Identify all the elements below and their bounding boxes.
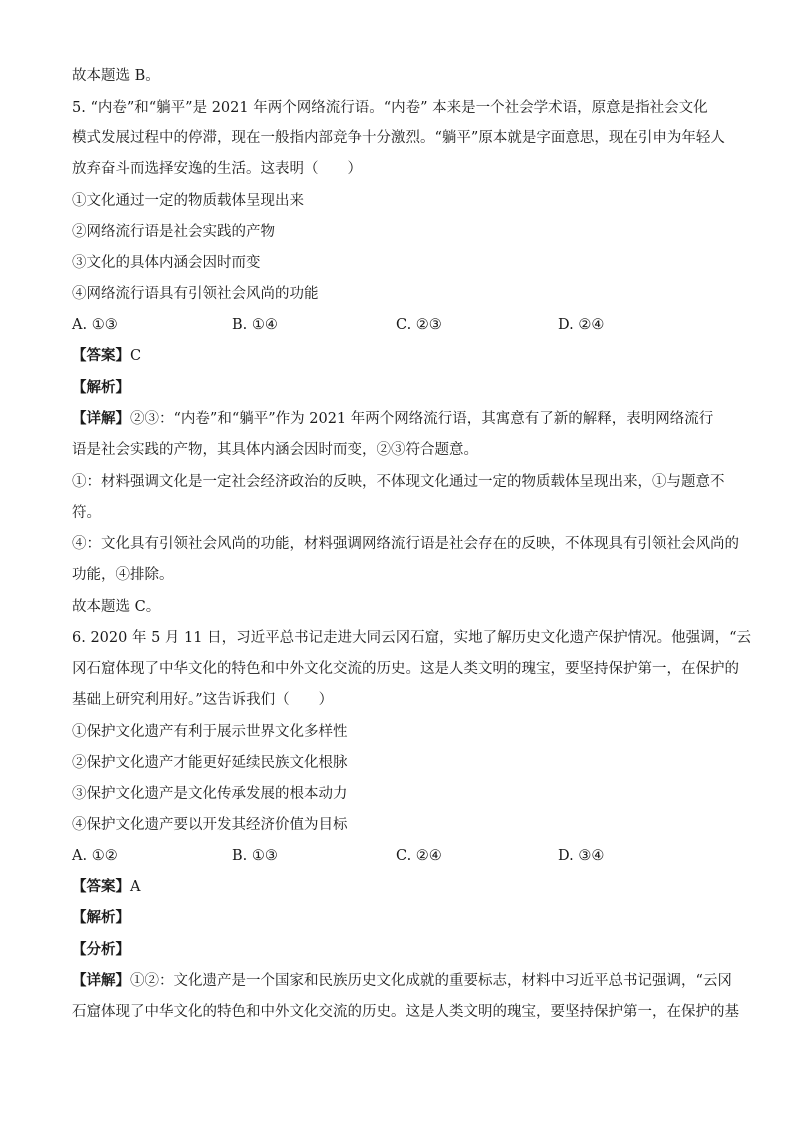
question-5-detail: ①：材料强调文化是一定社会经济政治的反映，不体现文化通过一定的物质载体呈现出来，①与题意不: [72, 474, 725, 490]
question-6-statement: ①保护文化遗产有利于展示世界文化多样性: [72, 724, 348, 740]
question-6-analysis-tag: 【解析】: [72, 909, 130, 926]
question-5-detail: 语是社会实践的产物，其具体内涵会因时而变，②③符合题意。: [72, 442, 478, 458]
question-5-stem: 放弃奋斗而选择安逸的生活。这表明（ ）: [72, 161, 362, 177]
answer-tag: 【答案】: [72, 878, 130, 895]
question-5-statement: ①文化通过一定的物质载体呈现出来: [72, 193, 304, 209]
answer-value: A: [130, 879, 141, 895]
question-6-option-c: C. ②④: [396, 848, 442, 864]
question-5-stem: 5. “内卷”和“躺平”是 2021 年两个网络流行语。“内卷” 本来是一个社会学术语，原意是指社会文化: [72, 100, 708, 116]
question-6-statement: ③保护文化遗产是文化传承发展的根本动力: [72, 786, 348, 802]
question-6-answer: [72, 877, 722, 897]
text-line: 故本题选 B。: [72, 68, 160, 84]
question-5-option-a: A. ①③: [72, 317, 118, 333]
question-6-stem: 基础上研究利用好。”这告诉我们（ ）: [72, 692, 334, 708]
detail-text: ①②：文化遗产是一个国家和民族历史文化成就的重要标志，材料中习近平总书记强调，“云冈: [130, 973, 732, 989]
answer-tag: 【答案】: [72, 347, 130, 364]
question-5-detail: 符。: [72, 505, 101, 521]
answer-value: C: [130, 348, 142, 364]
question-5-detail: ④：文化具有引领社会风尚的功能，材料强调网络流行语是社会存在的反映，不体现具有引领社会风尚的: [72, 536, 739, 552]
question-6-statement: ④保护文化遗产要以开发其经济价值为目标: [72, 817, 348, 833]
question-6-option-d: D. ③④: [558, 848, 605, 864]
question-6-option-a: A. ①②: [72, 848, 118, 864]
question-6-detail: [72, 971, 732, 991]
question-6-detail: 石窟体现了中华文化的特色和中外文化交流的历史。这是人类文明的瑰宝，要坚持保护第一，在保护的基: [72, 1004, 739, 1020]
question-5-option-b: B. ①④: [232, 317, 278, 333]
question-5-answer: [72, 346, 722, 366]
question-5-statement: ②网络流行语是社会实践的产物: [72, 224, 275, 240]
question-5-statement: ④网络流行语具有引领社会风尚的功能: [72, 286, 319, 302]
question-5-stem: 模式发展过程中的停滞，现在一般指内部竞争十分激烈。“躺平”原本就是字面意思，现在引申为年轻人: [72, 130, 725, 146]
question-6-statement: ②保护文化遗产才能更好延续民族文化根脉: [72, 755, 348, 771]
question-6-stem: 6. 2020 年 5 月 11 日，习近平总书记走进大同云冈石窟，实地了解历史文化遗产保护情况。他强调，“云: [72, 630, 751, 646]
question-6-option-b: B. ①③: [232, 848, 278, 864]
question-5-conclusion: 故本题选 C。: [72, 599, 161, 615]
detail-text: ②③：“内卷”和“躺平”作为 2021 年两个网络流行语，其寓意有了新的解释，表明网络流行: [130, 411, 714, 427]
question-5-detail: [72, 409, 722, 429]
question-6-fenxi-tag: 【分析】: [72, 941, 130, 958]
question-5-option-c: C. ②③: [396, 317, 442, 333]
detail-tag: 【详解】: [72, 972, 130, 989]
question-6-stem: 冈石窟体现了中华文化的特色和中外文化交流的历史。这是人类文明的瑰宝，要坚持保护第一，在保护的: [72, 661, 739, 677]
question-5-analysis-tag: 【解析】: [72, 379, 130, 396]
question-5-statement: ③文化的具体内涵会因时而变: [72, 255, 261, 271]
detail-tag: 【详解】: [72, 410, 130, 427]
question-5-option-d: D. ②④: [558, 317, 605, 333]
question-5-detail: 功能，④排除。: [72, 567, 174, 583]
